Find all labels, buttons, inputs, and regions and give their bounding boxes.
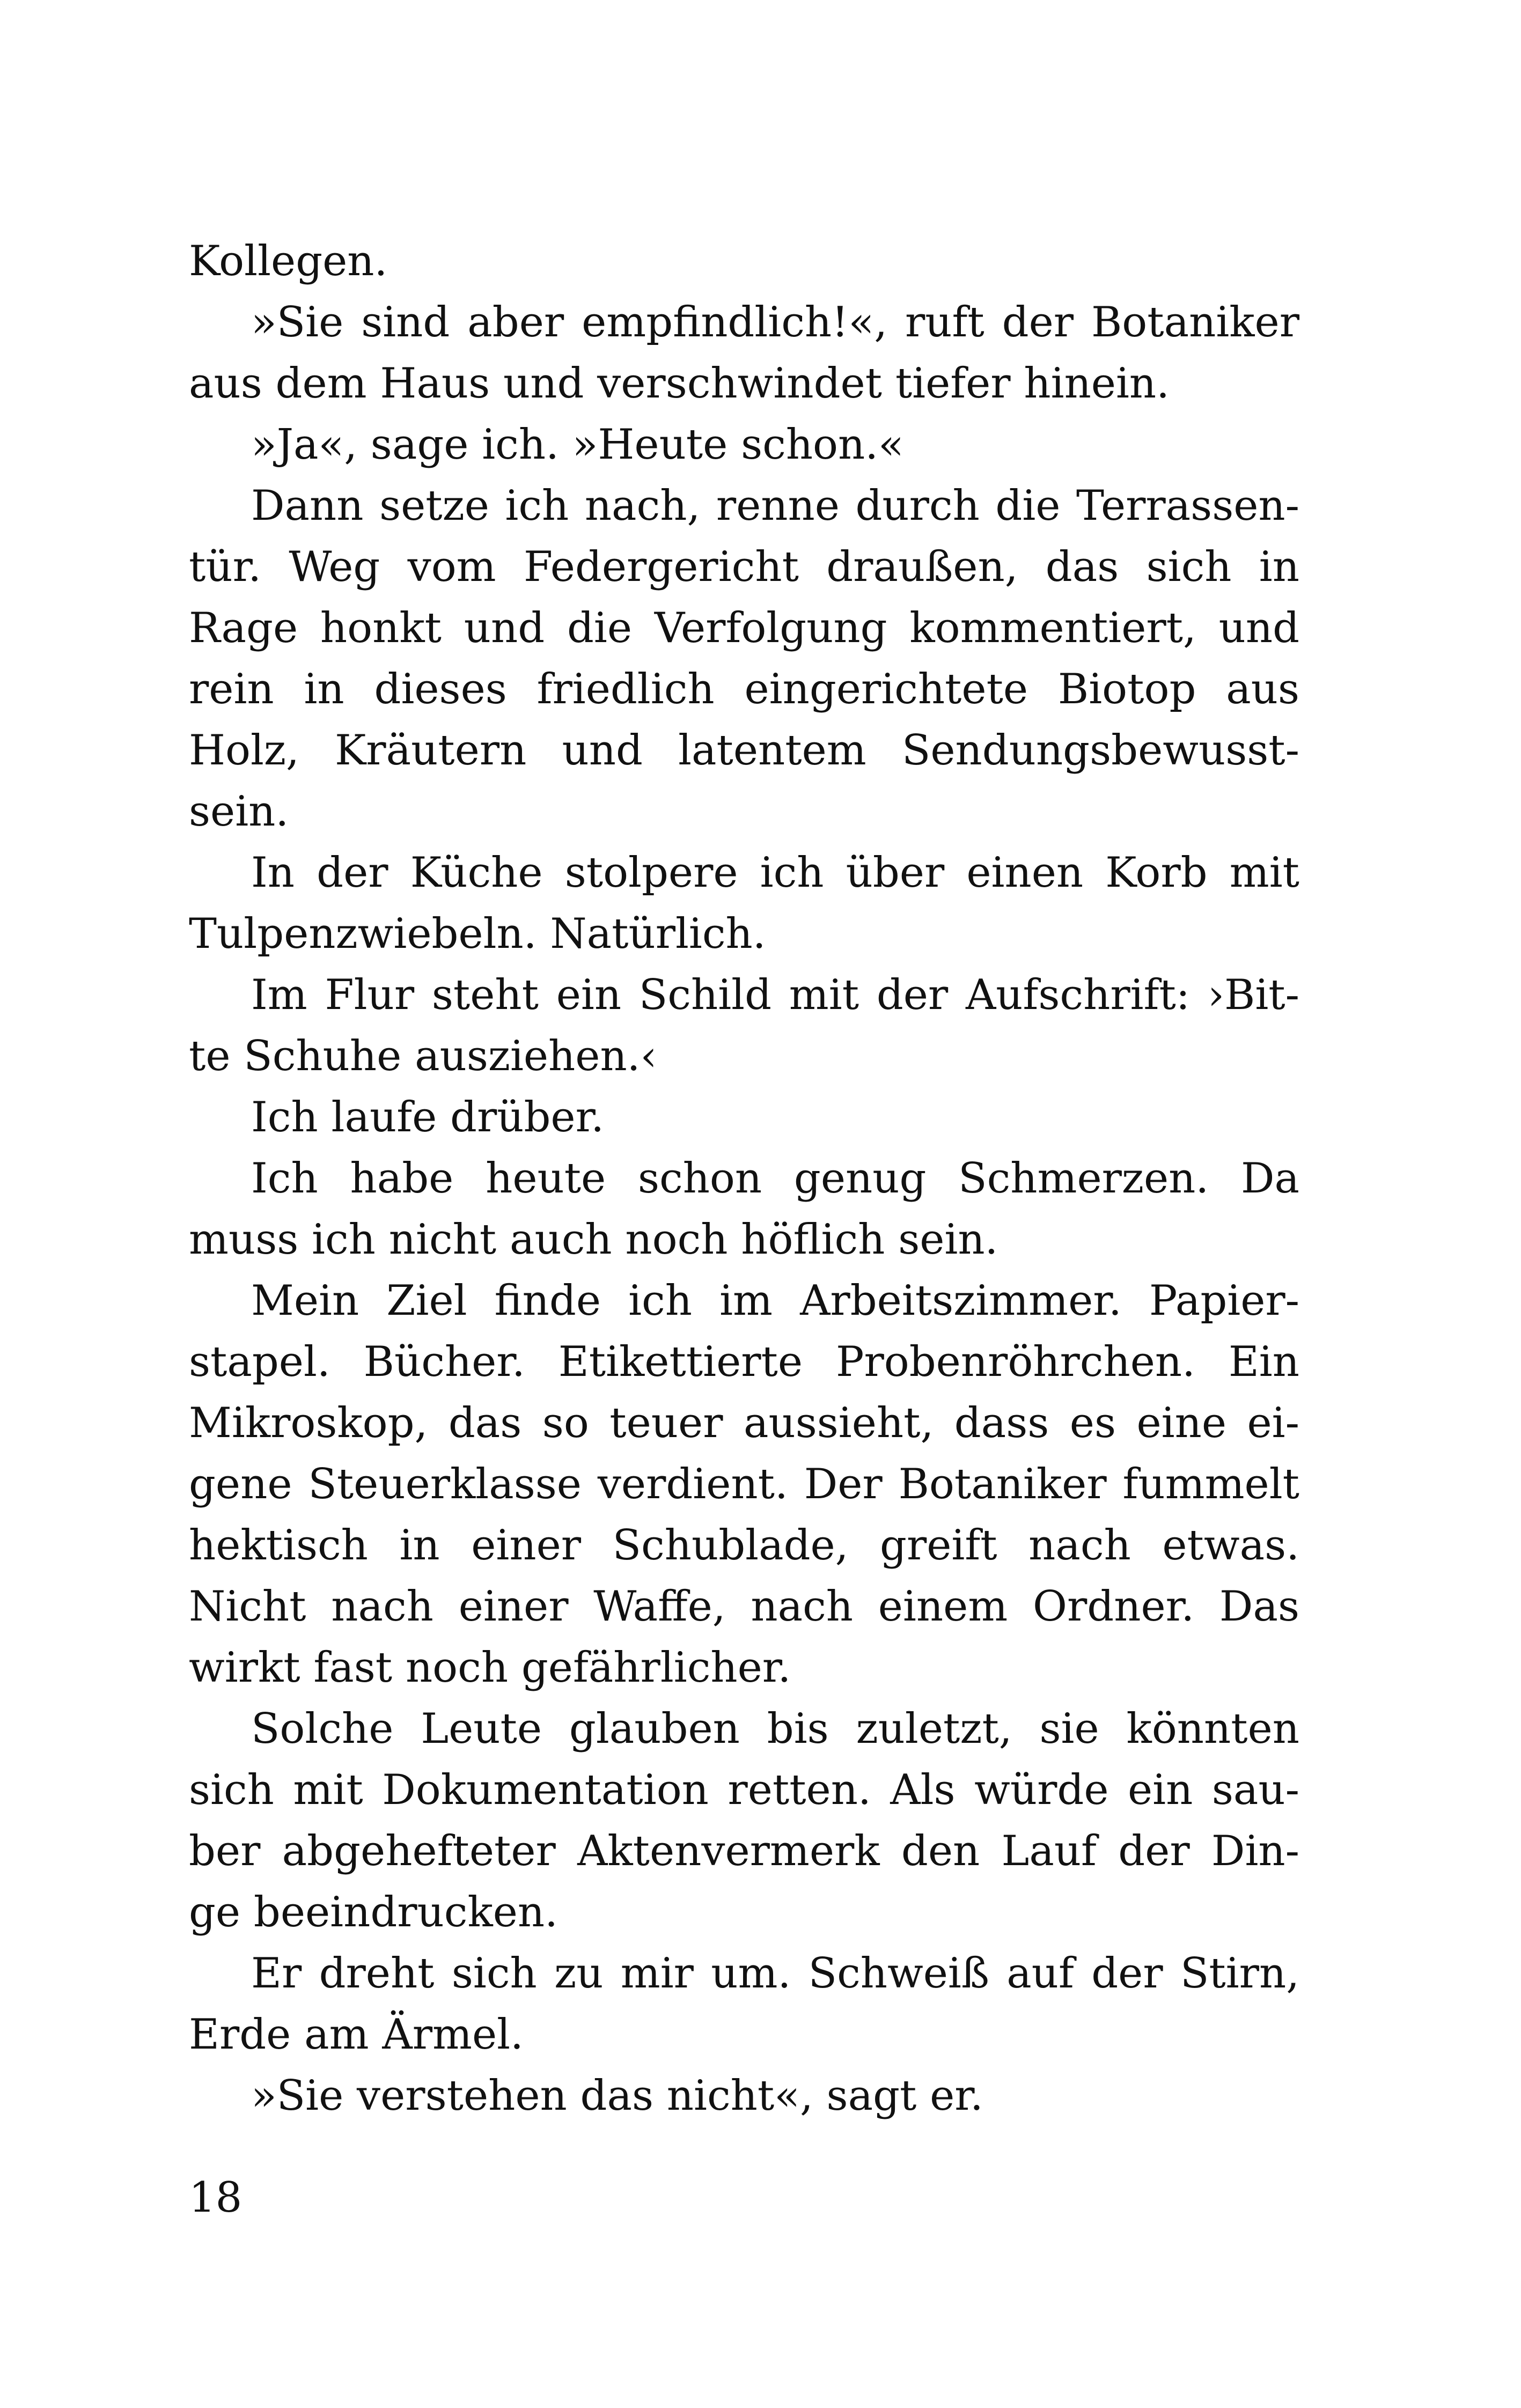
text-line: Mein Ziel finde ich im Arbeitszimmer. Papier- (251, 1277, 1299, 1325)
text-line: Tulpenzwiebeln. Natürlich. (189, 910, 766, 958)
text-line: tür. Weg vom Federgericht draußen, das sich in (189, 543, 1299, 591)
text-line: Kollegen. (189, 237, 388, 285)
text-line: sein. (189, 787, 289, 836)
text-line: Solche Leute glauben bis zuletzt, sie könnten (251, 1705, 1299, 1753)
text-line: Ich habe heute schon genug Schmerzen. Da (251, 1154, 1299, 1203)
text-line: hektisch in einer Schublade, greift nach etwas. (189, 1521, 1299, 1570)
text-line: In der Küche stolpere ich über einen Korb mit (251, 849, 1299, 897)
text-line: Er dreht sich zu mir um. Schweiß auf der Stirn, (251, 1949, 1299, 1998)
text-line: gene Steuerklasse verdient. Der Botaniker fummelt (189, 1460, 1299, 1508)
text-line: Dann setze ich nach, renne durch die Terrassen- (251, 482, 1299, 530)
page-number: 18 (189, 2174, 243, 2222)
body-text (189, 231, 1299, 2126)
text-line: Ich laufe drüber. (251, 1093, 605, 1142)
text-line: Holz, Kräutern und latentem Sendungsbewusst- (189, 726, 1299, 775)
text-line: »Sie verstehen das nicht«, sagt er. (251, 2072, 983, 2120)
text-line: Nicht nach einer Waffe, nach einem Ordner. Das (189, 1582, 1299, 1631)
text-line: Im Flur steht ein Schild mit der Aufschrift: ›Bit- (251, 971, 1299, 1019)
text-line: te Schuhe ausziehen.‹ (189, 1032, 657, 1080)
text-line: sich mit Dokumentation retten. Als würde ein sau- (189, 1766, 1299, 1814)
text-line: Mikroskop, das so teuer aussieht, dass es eine ei- (189, 1399, 1299, 1447)
text-line: rein in dieses friedlich eingerichtete Biotop aus (189, 665, 1299, 713)
text-line: wirkt fast noch gefährlicher. (189, 1644, 791, 1692)
text-line: stapel. Bücher. Etikettierte Probenröhrchen. Ein (189, 1338, 1299, 1386)
text-line: Erde am Ärmel. (189, 2011, 524, 2059)
text-line: aus dem Haus und verschwindet tiefer hinein. (189, 359, 1170, 408)
text-line: Rage honkt und die Verfolgung kommentiert, und (189, 604, 1299, 652)
text-line: ge beeindrucken. (189, 1888, 558, 1936)
text-line: ber abgehefteter Aktenvermerk den Lauf der Din- (189, 1827, 1299, 1875)
text-line: »Ja«, sage ich. »Heute schon.« (251, 421, 904, 469)
text-line: muss ich nicht auch noch höflich sein. (189, 1216, 998, 1264)
text-line: »Sie sind aber empfindlich!«, ruft der Botaniker (251, 298, 1299, 347)
